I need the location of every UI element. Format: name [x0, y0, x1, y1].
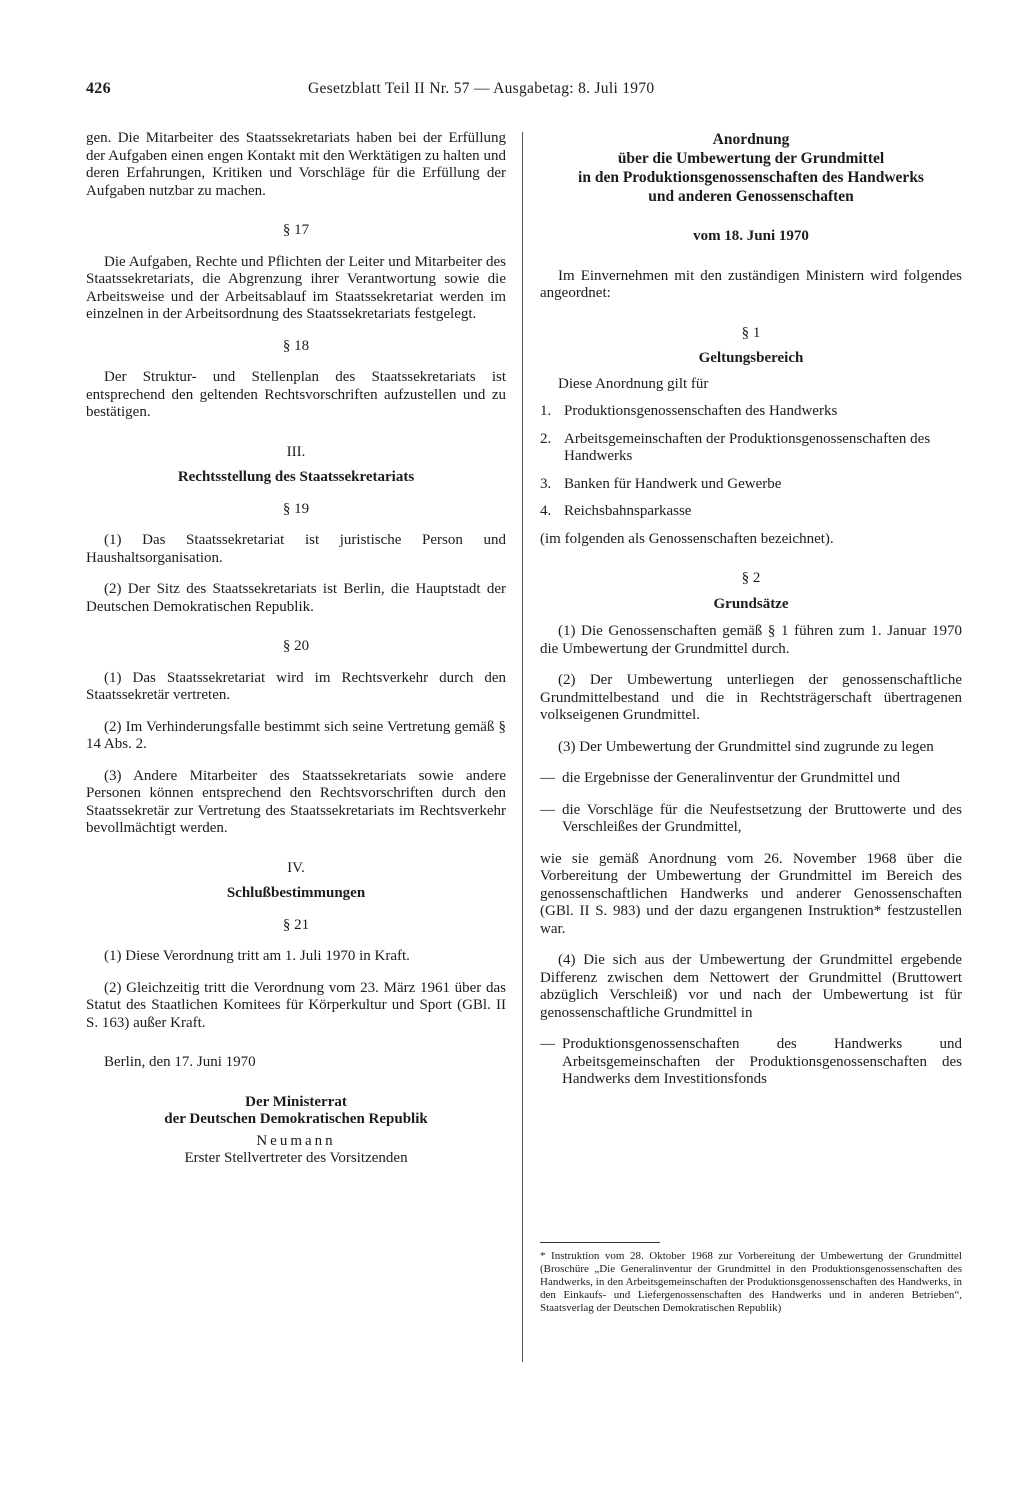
part-3-heading: III.: [286, 443, 306, 460]
section-2-title: Grundsätze: [713, 595, 789, 612]
decree-title-line-4: und anderen Genossenschaften: [648, 188, 854, 205]
section-1-heading: § 1: [741, 324, 761, 341]
list-item-number: 3.: [540, 475, 552, 492]
decree-title-line-2: über die Umbewertung der Grundmittel: [617, 150, 885, 167]
decree-intro: Im Einvernehmen mit den zuständigen Ministern wird folgendes angeordnet:: [540, 267, 962, 301]
section-20-heading: § 20: [282, 638, 310, 654]
page-number: 426: [86, 80, 111, 97]
dash-item-text: die Vorschläge für die Neufestsetzung der Bruttowerte und des Verschleißes der Grundmittel,: [562, 801, 962, 835]
section-1-title: Geltungsbereich: [698, 350, 804, 366]
paragraph-2-4: (4) Die sich aus der Umbewertung der Grundmittel ergebende Differenz zwischen dem Nettowert der Grundmittel (Bruttowert abzüglich Verschleiß) vor und nach der Umbewertung ist für genossenschaftliche Grundmittel in: [540, 952, 962, 1021]
decree-title: [540, 130, 962, 206]
section-19-heading: § 19: [282, 500, 310, 517]
section-21-heading: § 21: [282, 916, 310, 933]
signature-org-line-2: der Deutschen Demokratischen Republik: [164, 1111, 428, 1127]
paragraph-21-1: (1) Diese Verordnung tritt am 1. Juli 1970 in Kraft.: [104, 948, 410, 964]
list-item: [540, 431, 962, 466]
left-column: [86, 130, 506, 1168]
part-4-title: Schlußbestimmungen: [226, 885, 366, 901]
dash-item: — Produktionsgenossenschaften des Handwerks und Arbeitsgemeinschaften der Produktionsgenossenschaften des Handwerks dem Investitionsfonds: [540, 1036, 962, 1087]
section-1-lead: Diese Anordnung gilt für: [558, 375, 709, 392]
footnote-rule: [540, 1242, 660, 1243]
paragraph-20-3: (3) Andere Mitarbeiter des Staatssekretariats sowie andere Personen können entsprechend den Rechtsvorschriften durch den Staatssekretär zur Vertretung des Staatssekretariats im Rechtsverkehr bevollmächtigt werden.: [86, 767, 506, 836]
signature-role: Erster Stellvertreter des Vorsitzenden: [184, 1150, 408, 1166]
paragraph-2-3: (3) Der Umbewertung der Grundmittel sind zugrunde zu legen: [558, 738, 934, 755]
paragraph-2-3-continuation: wie sie gemäß Anordnung vom 26. November 1968 über die Vorbereitung der Umbewertung der Grundmittel im Bereich des genossenschaftlichen Handwerks und anderer Genossenschaften (GBl. II S. 983) und der dazu ergangenen Instruktion* festzustellen war.: [540, 850, 962, 937]
dash-item-text: Produktionsgenossenschaften des Handwerks und Arbeitsgemeinschaften der Produktionsgenossenschaften des Handwerks dem Investitionsfonds: [562, 1036, 962, 1087]
decree-title-line-3: in den Produktionsgenossenschaften des Handwerks: [578, 169, 924, 186]
paragraph-2-1: (1) Die Genossenschaften gemäß § 1 führen zum 1. Januar 1970 die Umbewertung der Grundmittel durch.: [540, 623, 962, 657]
column-divider: [522, 132, 523, 1362]
list-item-number: 4.: [540, 503, 552, 519]
section-17-heading: § 17: [282, 222, 310, 238]
list-item-number: 1.: [540, 403, 552, 419]
dash-item: — die Ergebnisse der Generalinventur der Grundmittel und: [540, 770, 962, 788]
running-title: Gesetzblatt Teil II Nr. 57 — Ausgabetag: 8. Juli 1970: [308, 80, 655, 97]
part-4-heading: IV.: [287, 859, 305, 876]
paragraph-18: Der Struktur- und Stellenplan des Staatssekretariats ist entsprechend den geltenden Rechtsvorschriften aufzustellen und zu bestätigen.: [86, 369, 506, 420]
paragraph-20-1: (1) Das Staatssekretariat wird im Rechtsverkehr durch den Staatssekretär vertreten.: [86, 669, 506, 703]
list-item-text: Reichsbahnsparkasse: [564, 503, 692, 519]
section-1-tail: (im folgenden als Genossenschaften bezeichnet).: [540, 530, 834, 547]
list-item-text: Banken für Handwerk und Gewerbe: [564, 475, 782, 492]
paragraph-17: Die Aufgaben, Rechte und Pflichten der Leiter und Mitarbeiter des Staatssekretariats, die Abgrenzung ihrer Verantwortung sowie die Arbeitsweise und der Arbeitsablauf im Staatssekretariat werden im einzelnen in der Arbeitsordnung des Staatssekretariats festgelegt.: [86, 253, 506, 322]
paragraph-20-2: (2) Im Verhinderungsfalle bestimmt sich seine Vertretung gemäß § 14 Abs. 2.: [86, 718, 506, 752]
dash-item-text: die Ergebnisse der Generalinventur der Grundmittel und: [562, 770, 900, 786]
footnote: * Instruktion vom 28. Oktober 1968 zur Vorbereitung der Umbewertung der Grundmittel (Broschüre „Die Generalinventur der Grundmittel in den Produktionsgenossenschaften des Handwerks, in den Arbeitsgemeinschaften der Produktionsgenossenschaften des Handwerks, in den Einkaufs- und Liefergenossenschaften des Handwerks und in anderen Betrieben“, Staatsverlag der Deutschen Demokratischen Republik): [540, 1250, 962, 1314]
page-header: [86, 80, 766, 104]
paragraph-19-2: (2) Der Sitz des Staatssekretariats ist Berlin, die Hauptstadt der Deutschen Demokratischen Republik.: [86, 581, 506, 615]
part-3-title: Rechtsstellung des Staatssekretariats: [177, 469, 415, 485]
paragraph-19-1: (1) Das Staatssekretariat ist juristische Person und Haushaltsorganisation.: [86, 532, 506, 566]
signature-name: Neumann: [256, 1132, 336, 1149]
list-item: [540, 403, 962, 421]
list-item: [540, 476, 962, 494]
paragraph-2-2: (2) Der Umbewertung unterliegen der genossenschaftliche Grundmittelbestand und die in Rechtsträgerschaft übertragenen volkseigenen Grundmittel.: [540, 672, 962, 723]
section-18-heading: § 18: [282, 337, 310, 354]
list-item-text: Arbeitsgemeinschaften der Produktionsgenossenschaften des Handwerks: [564, 430, 931, 464]
list-item-text: Produktionsgenossenschaften des Handwerks: [564, 403, 838, 419]
list-item-number: 2.: [540, 430, 552, 447]
paragraph-intro: gen. Die Mitarbeiter des Staatssekretariats haben bei der Erfüllung der Aufgaben einen engen Kontakt mit den Werktätigen zu halten und deren Erfahrungen, Kritiken und Vorschläge für die Erfüllung der Aufgaben nutzbar zu machen.: [86, 130, 506, 199]
paragraph-21-2: (2) Gleichzeitig tritt die Verordnung vom 23. März 1961 über das Statut des Staatlichen Komitees für Körperkultur und Sport (GBl. II S. 163) außer Kraft.: [86, 979, 506, 1031]
place-and-date: Berlin, den 17. Juni 1970: [104, 1054, 256, 1070]
section-2-heading: § 2: [741, 570, 761, 586]
decree-date: vom 18. Juni 1970: [693, 228, 809, 244]
right-column: [540, 130, 962, 1089]
signature-org-line-1: Der Ministerrat: [245, 1093, 347, 1110]
list-item: [540, 503, 962, 521]
dash-item: — die Vorschläge für die Neufestsetzung der Bruttowerte und des Verschleißes der Grundmittel,: [540, 801, 962, 835]
decree-title-line-1: Anordnung: [712, 131, 790, 148]
